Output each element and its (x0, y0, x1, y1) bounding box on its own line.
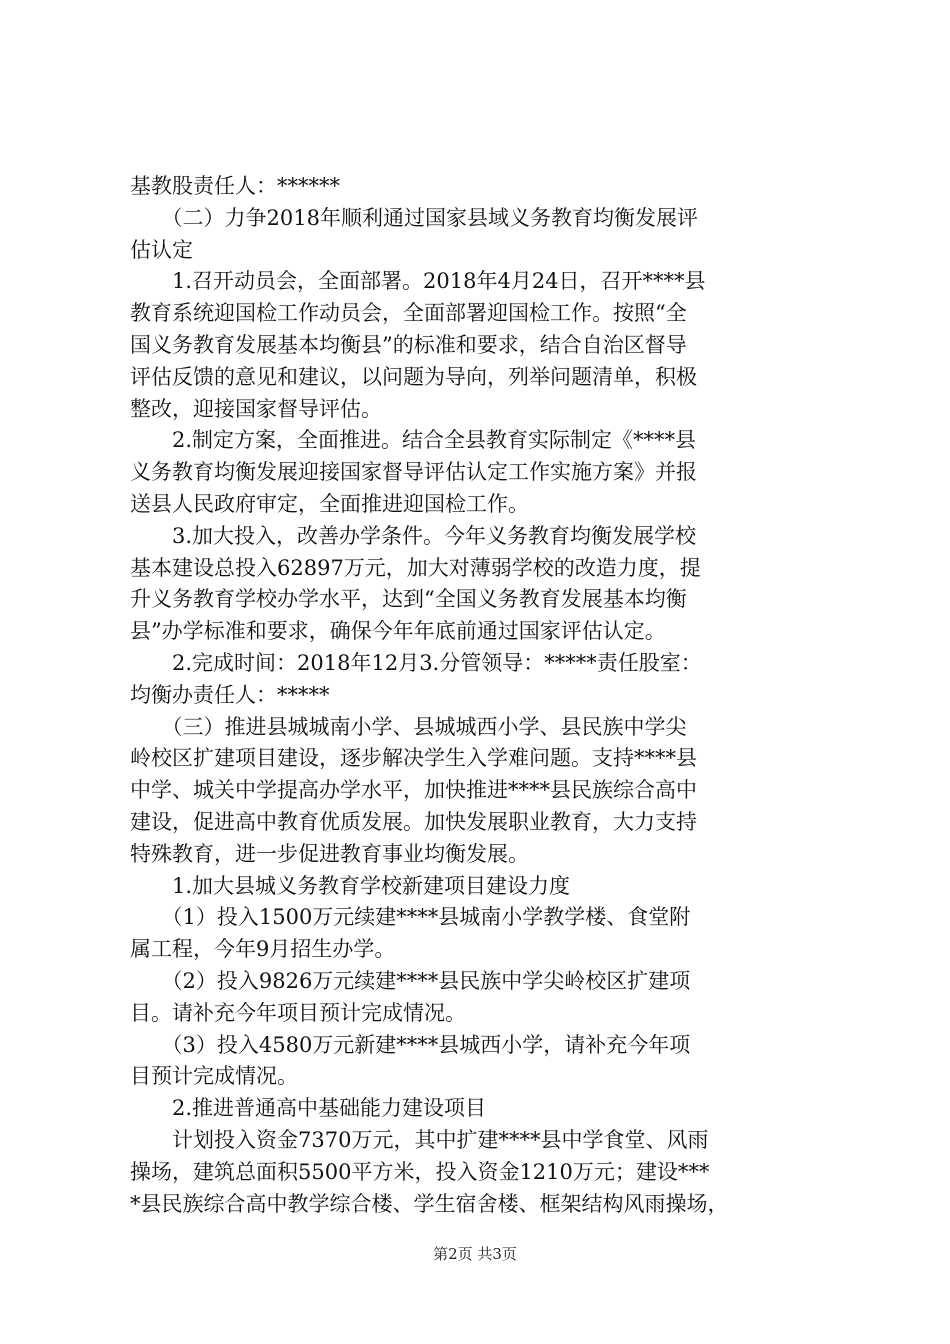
text-line: 1.加大县城义务教育学校新建项目建设力度 (130, 873, 571, 898)
text-line: 教育系统迎国检工作动员会，全面部署迎国检工作。按照“全 (130, 301, 687, 326)
text-line: 特殊教育，进一步促进教育事业均衡发展。 (130, 841, 529, 866)
text-line: 目。请补充今年项目预计完成情况。 (130, 1000, 466, 1025)
text-line: （1）投入1500万元续建****县城南小学教学楼、食堂附 (130, 905, 691, 930)
text-line: （三）推进县城城南小学、县城城西小学、县民族中学尖 (130, 714, 687, 739)
text-line: 整改，迎接国家督导评估。 (130, 396, 382, 421)
text-line: 义务教育均衡发展迎接国家督导评估认定工作实施方案》并报 (130, 460, 697, 485)
text-line: （3）投入4580万元新建****县城西小学，请补充今年项 (130, 1032, 691, 1057)
text-line: *县民族综合高中教学综合楼、学生宿舍楼、框架结构风雨操场， (130, 1191, 729, 1216)
text-line: 国义务教育发展基本均衡县”的标准和要求，结合自治区督导 (130, 332, 687, 357)
text-line: 中学、城关中学提高办学水平，加快推进****县民族综合高中 (130, 778, 697, 803)
text-line: 送县人民政府审定，全面推进迎国检工作。 (130, 491, 529, 516)
text-line: 建设，促进高中教育优质发展。加快发展职业教育，大力支持 (130, 809, 697, 834)
text-line: 基本建设总投入62897万元，加大对薄弱学校的改造力度，提 (130, 555, 701, 580)
text-line: 计划投入资金7370万元，其中扩建****县中学食堂、风雨 (130, 1127, 709, 1152)
text-line: 估认定 (130, 237, 193, 262)
text-line: 评估反馈的意见和建议，以问题为导向，列举问题清单，积极 (130, 364, 697, 389)
text-line: 3.加大投入，改善办学条件。今年义务教育均衡发展学校 (130, 523, 697, 548)
text-line: 操场，建筑总面积5500平方米，投入资金1210万元；建设*** (130, 1159, 710, 1184)
text-line: 1.召开动员会，全面部署。2018年4月24日，召开****县 (130, 269, 706, 294)
text-line: 2.制定方案，全面推进。结合全县教育实际制定《****县 (130, 428, 697, 453)
text-line: （2）投入9826万元续建****县民族中学尖岭校区扩建项 (130, 968, 691, 993)
text-line: 基教股责任人：****** (130, 174, 340, 198)
page-footer: 第2页 共3页 (433, 1245, 517, 1263)
text-line: 属工程，今年9月招生办学。 (130, 937, 396, 962)
text-line: 2.完成时间：2018年12月3.分管领导：*****责任股室： (130, 650, 702, 675)
document-body (130, 171, 830, 1220)
text-line: （二）力争2018年顺利通过国家县域义务教育均衡发展评 (130, 205, 698, 230)
text-line: 均衡办责任人：***** (130, 682, 330, 707)
text-line: 目预计完成情况。 (130, 1064, 298, 1089)
text-line: 2.推进普通高中基础能力建设项目 (130, 1096, 487, 1121)
text-line: 县”办学标准和要求，确保今年年底前通过国家评估认定。 (130, 619, 666, 644)
text-line: 升义务教育学校办学水平，达到“全国义务教育发展基本均衡 (130, 587, 687, 612)
text-line: 岭校区扩建项目建设，逐步解决学生入学难问题。支持****县 (130, 746, 697, 771)
